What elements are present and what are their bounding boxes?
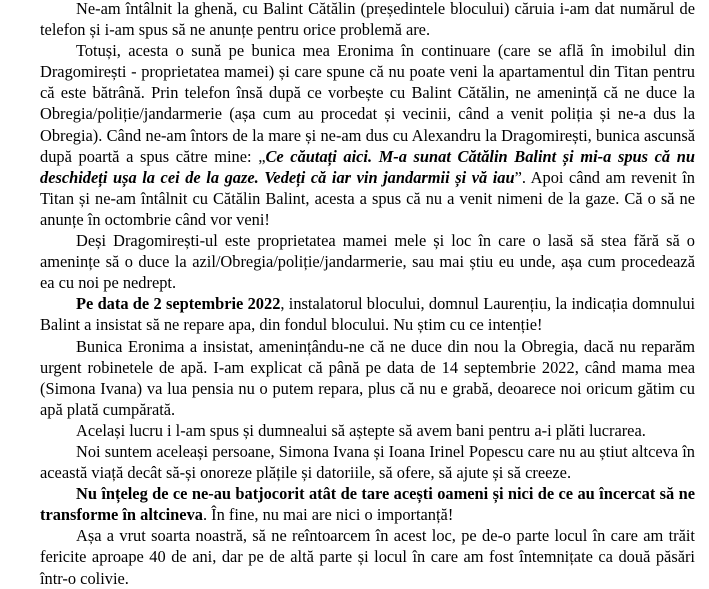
paragraph-7 [40,441,695,483]
paragraph-2 [40,40,695,230]
grandmother-quote: Ce căutați aici. M-a sunat Cătălin Balint și mi-a spus că nu deschideți ușa la cei de la gaze. Vedeți că iar vin jandarmii și vă iau [40,146,695,187]
paragraph-3-text: Deși Dragomirești-ul este proprietatea mamei mele și loc în care o lasă să stea fără să o amenințe să o duce la azil/Obregia/poliție/jandarmerie, sau mai știu eu unde, așa cum procedează ea cu noi pe nedrept. [40,231,695,293]
paragraph-1-text: Ne-am întâlnit la ghenă, cu Balint Cătălin (președintele blocului) căruia i-am dat numărul de telefon și i-am spus să ne anunțe pentru orice problemă are. [40,0,695,40]
paragraph-6-text: Același lucru i l-am spus și dumnealui să aștepte să avem bani pentru a-i plăti lucrarea. [76,420,646,440]
paragraph-8 [40,483,695,525]
paragraph-2-text-a: Totuși, acesta o sună pe bunica mea Eronima în continuare (care se află în imobilul din Dragomirești - proprietatea mamei) și care spune că nu poate veni la apartamentul din Titan pentru că este bătrână. Prin telefon însă după ce vorbește cu Balint Cătălin, ne amenință că ne duce la Obregia/poliție/jandarmerie (așa cum au procedat și vecinii, când a venit poliția și ne-a dus la Obregia). Când ne-am întors de la mare și ne-am dus cu Alexandru la Dragomirești, bunica ascunsă după poartă a spus către mine: „ [40,41,695,166]
paragraph-9 [40,525,695,588]
paragraph-9-text: Așa a vrut soarta noastră, să ne reîntoarcem în acest loc, pe de-o parte locul în care am trăit fericite aproape 40 de ani, dar pe de altă parte și locul în care am fost întemnițate ca două păsări într-o colivie. [40,526,695,588]
paragraph-2-text-b: ”. Apoi când am revenit în Titan și ne-am întâlnit cu Cătălin Balint, acesta a spus că nu a venit nimeni de la gaze. Că o să ne anunțe în octombrie când vor veni! [40,167,695,229]
emphasis-statement: Nu înțeleg de ce ne-au batjocorit atât de tare acești oameni și nici de ce au încercat să ne transforme în altcineva [40,484,695,525]
paragraph-3 [40,230,695,293]
paragraph-6 [40,420,695,441]
paragraph-4 [40,293,695,335]
paragraph-7-text: Noi suntem aceleași persoane, Simona Ivana și Ioana Irinel Popescu care nu au știut altceva în această viață decât să-și onoreze plățile și datoriile, să ofere, să ajute și să creeze. [40,441,695,483]
paragraph-8-text: . În fine, nu mai are nici o importanță! [202,505,454,525]
paragraph-5-text: Bunica Eronima a insistat, amenințându-ne că ne duce din nou la Obregia, dacă nu reparăm urgent robinetele de apă. I-am explicat că până pe data de 14 septembrie 2022, când mama mea (Simona Ivana) va lua pensia nu o putem repara, plus că nu e grabă, deoarece noi oricum gătim cu apă plată cumpărată. [40,336,695,419]
date-highlight: Pe data de 2 septembrie 2022 [76,294,281,314]
paragraph-5 [40,336,695,420]
paragraph-4-text: , instalatorul blocului, domnul Laurențiu, la indicația domnului Balint a insistat să ne repare apa, din fondul blocului. Nu știm cu ce intenție! [40,294,696,335]
paragraph-1 [40,0,695,40]
